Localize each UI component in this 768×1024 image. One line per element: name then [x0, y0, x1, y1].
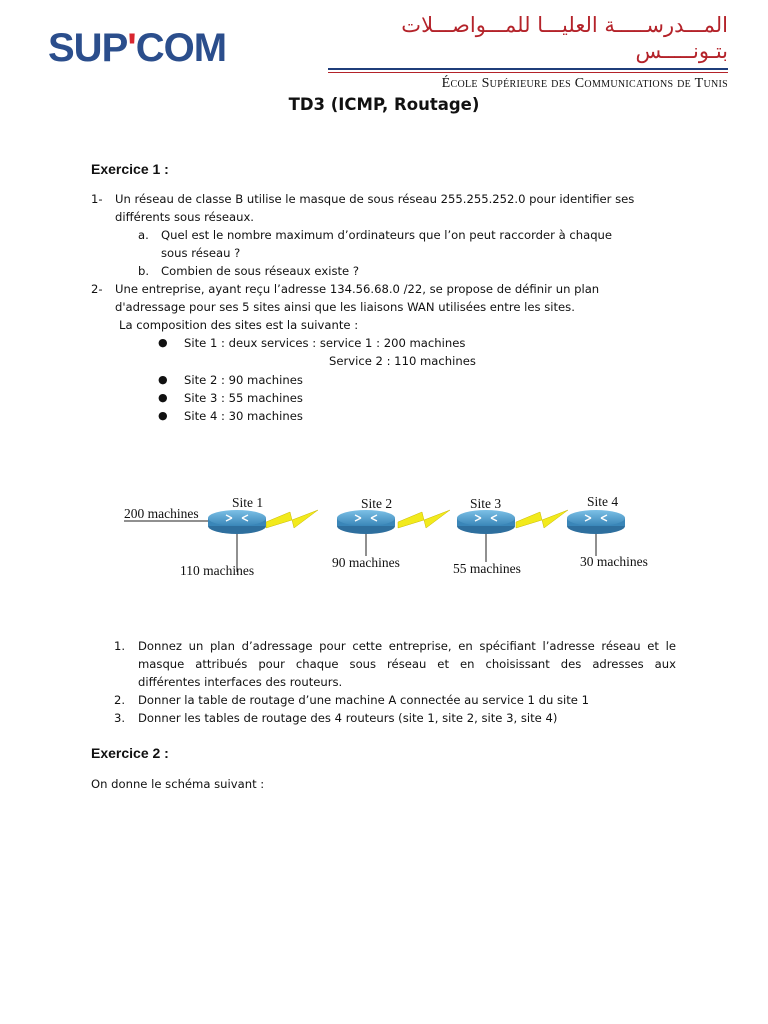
bullet-icon: ● — [158, 409, 168, 422]
bullet-icon: ● — [158, 336, 168, 349]
question-1b-letter: b. — [138, 264, 150, 278]
site-1-line: Site 1 : deux services : service 1 : 200 machines — [184, 336, 466, 350]
question-2-number: 2- — [91, 282, 103, 296]
task-2-line-1: Donner la table de routage d’une machine A connectée au service 1 du site 1 — [138, 693, 589, 707]
school-name-french: École Supérieure des Communications de Tunis — [441, 76, 728, 91]
site-4-line: Site 4 : 30 machines — [184, 409, 303, 423]
header-rule — [328, 68, 728, 70]
network-diagram — [104, 488, 688, 606]
task-3-line-1: Donner les tables de routage des 4 routeurs (site 1, site 2, site 3, site 4) — [138, 711, 558, 725]
router-icon — [457, 510, 515, 534]
site-1-service-2-line: Service 2 : 110 machines — [329, 354, 476, 368]
question-1-line-2: différents sous réseaux. — [115, 210, 254, 224]
question-2-line-2: d'adressage pour ses 5 sites ainsi que les liaisons WAN utilisées entre les sites. — [115, 300, 575, 314]
host-label-30: 30 machines — [580, 554, 648, 569]
question-2-line-1: Une entreprise, ayant reçu l’adresse 134.56.68.0 /22, se propose de définir un plan — [115, 282, 600, 296]
question-1a-letter: a. — [138, 228, 149, 242]
task-2-number: 2. — [114, 693, 126, 707]
router-label-site-3: Site 3 — [470, 496, 502, 511]
question-1a-line-2: sous réseau ? — [161, 246, 241, 260]
bullet-icon: ● — [158, 391, 168, 404]
wan-link-3-4 — [516, 510, 568, 528]
router-icon — [567, 510, 625, 534]
exercise-2-intro: On donne le schéma suivant : — [91, 777, 265, 791]
host-label-90: 90 machines — [332, 555, 400, 570]
site-2-line: Site 2 : 90 machines — [184, 373, 303, 387]
question-1-line-1: Un réseau de classe B utilise le masque de sous réseau 255.255.252.0 pour identifier ses — [115, 192, 635, 206]
site-3-line: Site 3 : 55 machines — [184, 391, 303, 405]
school-name-block — [328, 12, 728, 92]
document-title: TD3 (ICMP, Routage) — [288, 95, 480, 114]
exercise-1-heading: Exercice 1 : — [91, 161, 169, 177]
router-label-site-1: Site 1 — [232, 495, 264, 510]
task-3-number: 3. — [114, 711, 126, 725]
task-1-number: 1. — [114, 639, 126, 653]
router-label-site-4: Site 4 — [587, 494, 619, 509]
question-1b-text: Combien de sous réseaux existe ? — [161, 264, 359, 278]
host-label-200: 200 machines — [124, 506, 199, 521]
wan-link-1-2 — [266, 510, 318, 528]
question-1-number: 1- — [91, 192, 103, 206]
question-1a-line-1: Quel est le nombre maximum d’ordinateurs que l’on peut raccorder à chaque — [161, 228, 613, 242]
task-1-line-1: Donnez un plan d’adressage pour cette entreprise, en spécifiant l’adresse réseau et le — [138, 639, 676, 653]
page-header — [0, 0, 768, 91]
exercise-2-heading: Exercice 2 : — [91, 745, 169, 761]
task-1-line-2: masque attribués pour chaque sous réseau et en choisissant des adresses aux — [138, 657, 676, 671]
router-icon — [208, 510, 266, 534]
question-2-line-3: La composition des sites est la suivante : — [119, 318, 359, 332]
header-rule-red — [328, 72, 728, 73]
router-label-site-2: Site 2 — [361, 496, 393, 511]
task-1-line-3: différentes interfaces des routeurs. — [138, 675, 343, 689]
host-label-110: 110 machines — [180, 563, 255, 578]
host-label-55: 55 machines — [453, 561, 521, 576]
wan-link-2-3 — [398, 510, 450, 528]
router-icon — [337, 510, 395, 534]
school-name-arabic: المـــدرســـــة العليـــا للمـــواصـــلات بتـونـــــس — [401, 13, 728, 63]
supcom-logo: SUP'COM — [48, 26, 227, 70]
bullet-icon: ● — [158, 373, 168, 386]
